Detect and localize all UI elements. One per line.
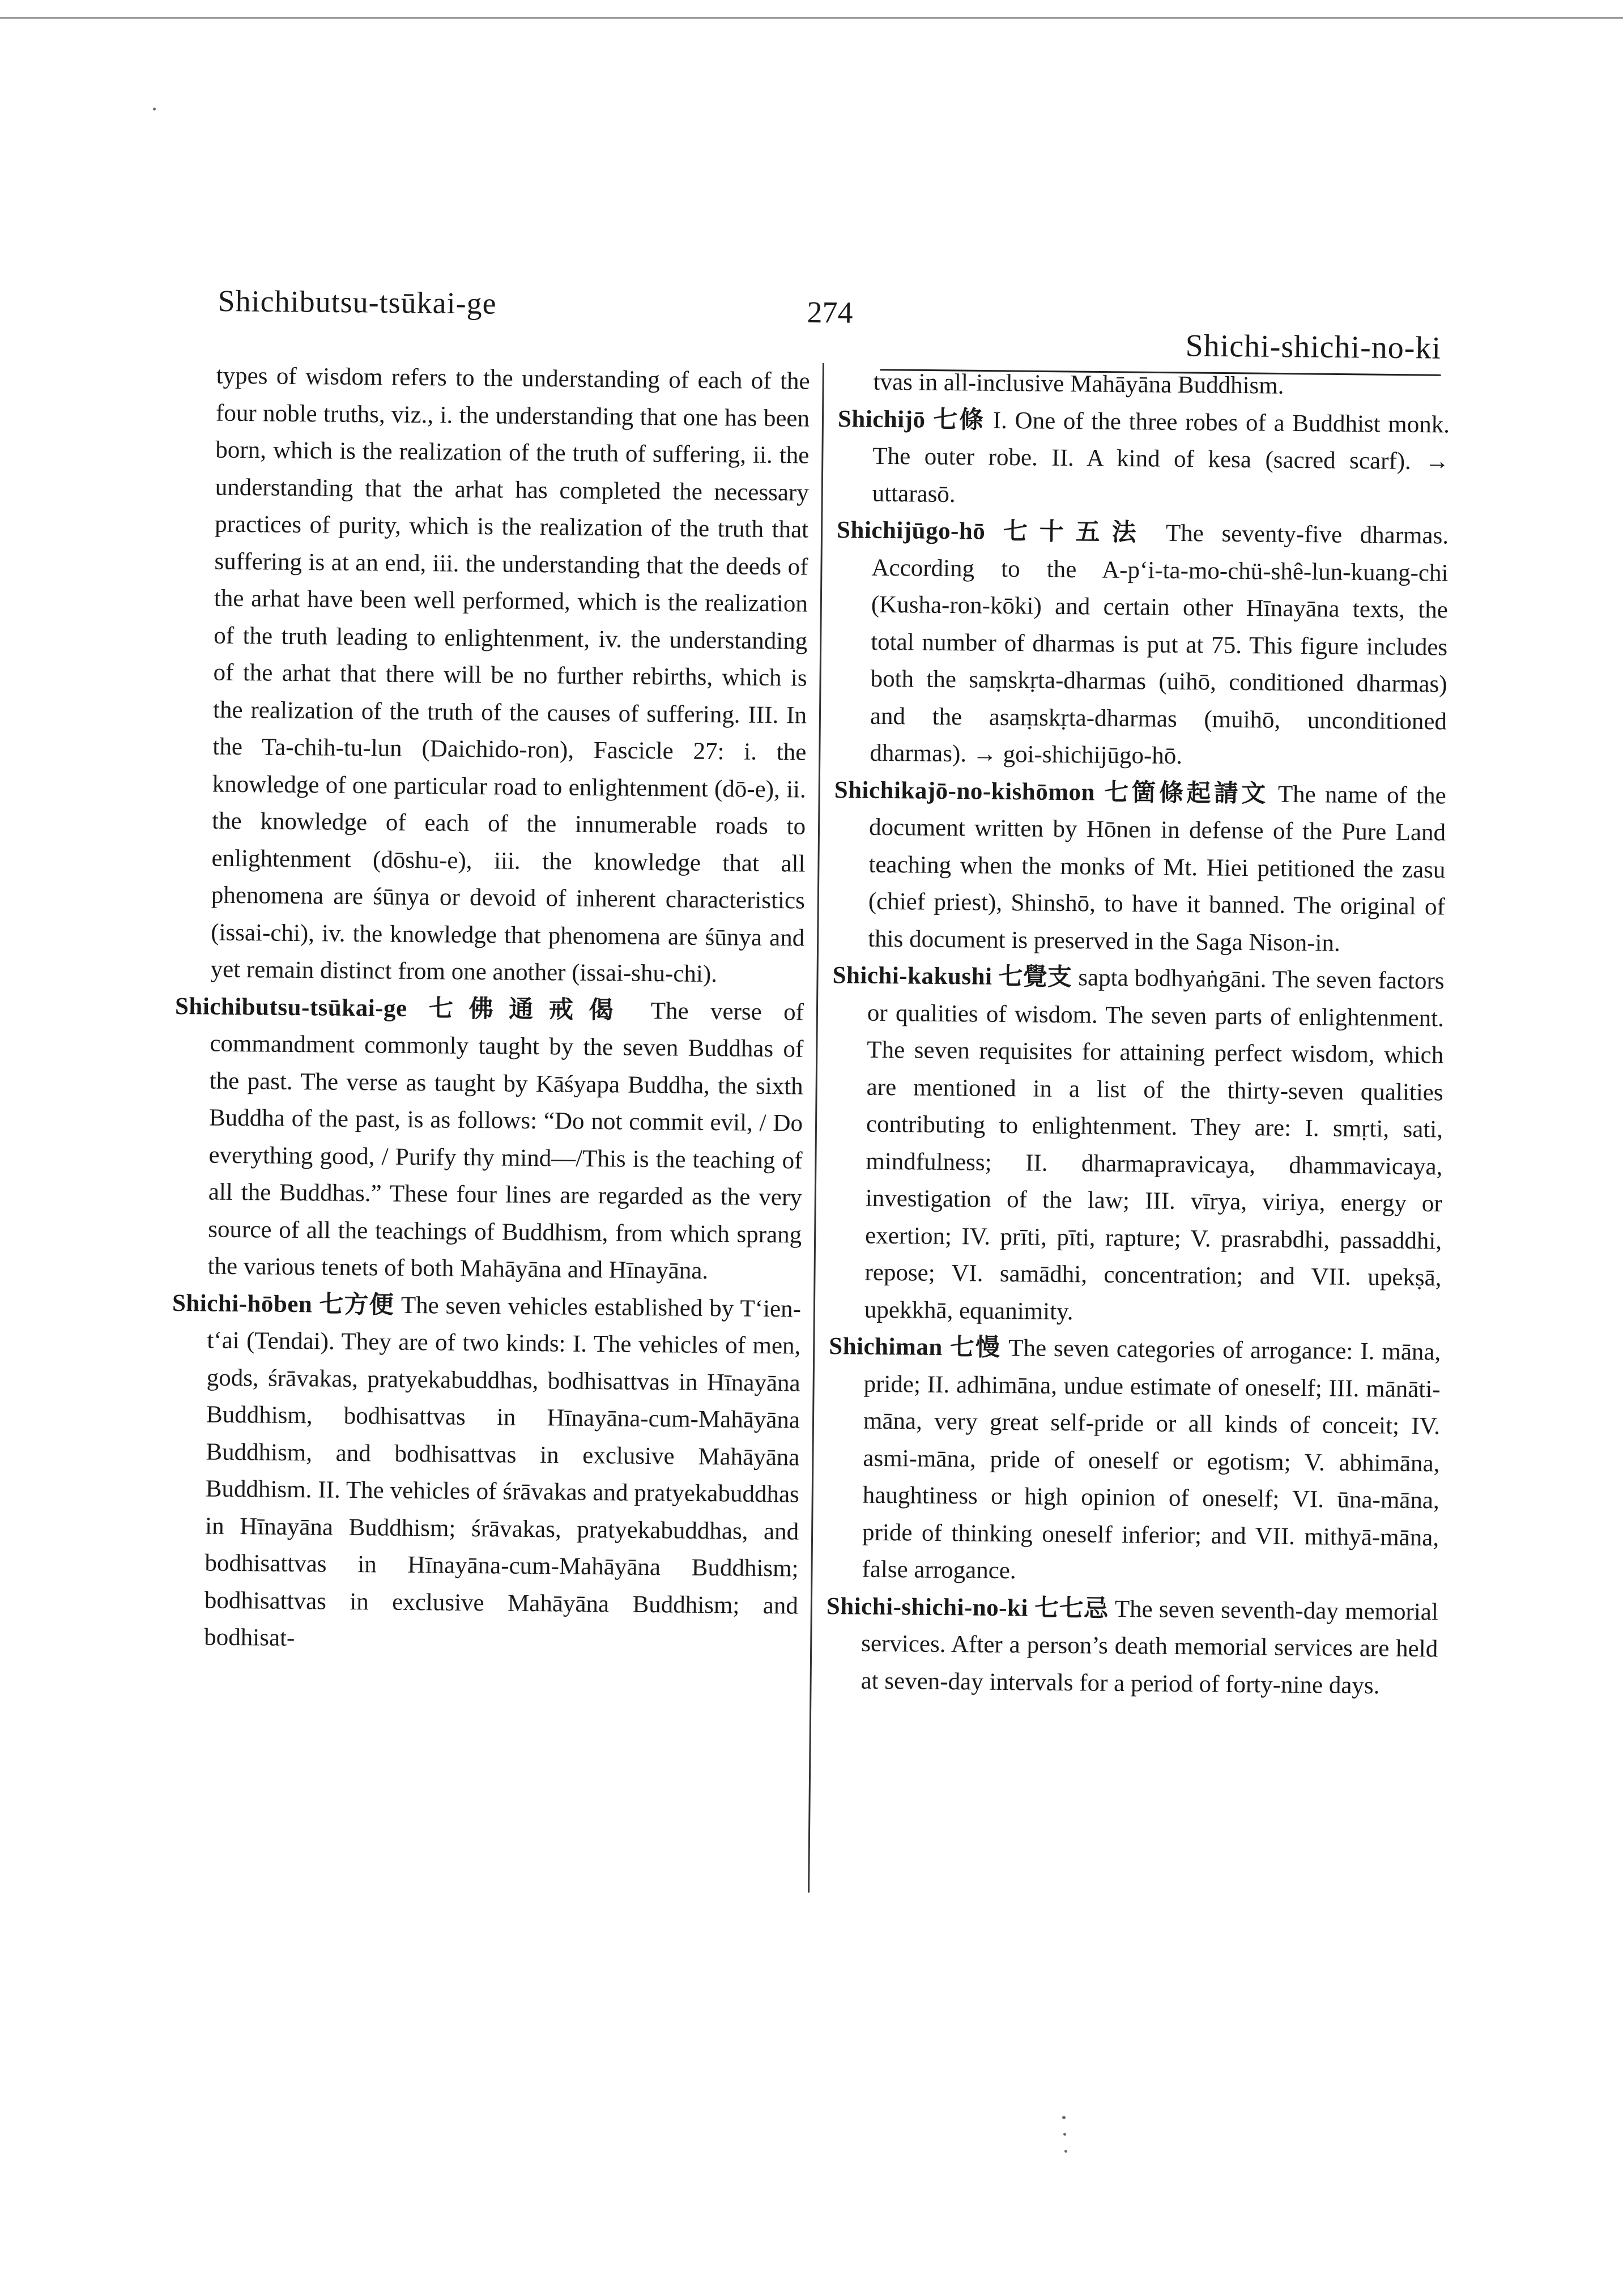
entry-kanji: 七箇條起請文 [1104, 778, 1269, 808]
scan-edge-line [0, 17, 1623, 19]
entry-definition: The seven categories of arrogance: I. māna, pride; II. adhimāna, undue estimate of oneself; III. mānāti-māna, very great self-pride or all kinds of conceit; IV. asmi-māna, pride of oneself or egotism; V. abhimāna, haughtiness or high opinion of oneself; VI. ūna-māna, pride of thinking oneself inferior; and VII. mithyā-māna, false arrogance. [862, 1335, 1441, 1584]
entry-headword: Shichikajō-no-kishōmon [834, 776, 1096, 806]
column-divider [808, 363, 824, 1893]
dictionary-columns [165, 357, 1450, 2012]
entry-definition: The seventy-five dharmas. According to the A-p‘i-ta-mo-chü-shê-lun-kuang-chi (Kusha-ron-kōki) and certain other Hīnayāna texts, the total number of dharmas is put at 75. This figure includes both the saṃskṛta-dharmas (uihō, conditioned dharmas) and the asaṃskṛta-dharmas (muihō, unconditioned dharmas). → goi-shichijūgo-hō. [870, 519, 1449, 769]
entry-kanji: 七方便 [319, 1289, 395, 1319]
entry-definition: The verse of commandment commonly taught by the seven Buddhas of the past. The verse as taught by Kāśyapa Buddha, the sixth Buddha of the past, is as follows: “Do not commit evil, / Do everything good, / Purify thy mind—/This is the teaching of all the Buddhas.” These four lines are regarded as the very source of all the teachings of Buddhism, from which sprang the various tenets of both Mahāyāna and Hīnayāna. [207, 997, 804, 1285]
dictionary-entry [829, 957, 1445, 1334]
dictionary-entry [169, 1284, 801, 1662]
right-running-head: Shichi-shichi-no-ki [1185, 328, 1442, 366]
entry-headword: Shichi-shichi-no-ki [826, 1592, 1029, 1621]
page-number: 274 [807, 295, 853, 330]
entry-definition: I. One of the three robes of a Buddhist monk. The outer robe. II. A kind of kesa (sacred scarf). → uttarasō. [872, 407, 1450, 508]
entry-headword: Shichijūgo-hō [836, 517, 986, 545]
entry-definition: sapta bodhyaṅgāni. The seven factors or qualities of wisdom. The seven parts of enlightenment. The seven requisites for attaining perfect wisdom, which are mentioned in a list of the thirty-seven qualities contributing to enlightenment. They are: I. smṛti, sati, mindfulness; II. dharmapravicaya, dhammavicaya, investigation of the law; III. vīrya, viriya, energy or exertion; IV. prīti, pīti, rapture; V. prasrabdhi, passaddhi, repose; VI. samādhi, concentration; and VII. upekṣā, upekkhā, equanimity. [864, 964, 1445, 1325]
entry-kanji: 七七忌 [1034, 1594, 1109, 1623]
entry-kanji: 七慢 [949, 1333, 1002, 1362]
entry-definition: The name of the document written by Hōnen in defense of the Pure Land teaching when the monks of Mt. Hiei petitioned the zasu (chief priest), Shinshō, to have it banned. The original of this document is preserved in the Saga Nison-in. [867, 781, 1446, 957]
left-column [169, 357, 810, 1662]
left-running-head: Shichibutsu-tsūkai-ge [218, 283, 497, 321]
entry-kanji: 七覺支 [998, 962, 1072, 992]
dictionary-entry [834, 512, 1449, 777]
dictionary-entry [833, 772, 1446, 963]
entry-headword: Shichi-hōben [172, 1289, 313, 1318]
entry-headword: Shichijō [837, 405, 926, 433]
dictionary-entry [172, 987, 804, 1290]
dictionary-entry [837, 401, 1450, 518]
entry-definition: The seven vehicles established by T‘ien-t‘ai (Tendai). They are of two kinds: I. The vehicles of men, gods, śrāvakas, pratyekabuddhas, bodhisattvas in Hīnayāna Buddhism, bodhisattvas in Hīnayāna-cum-Mahāyāna Buddhism, and bodhisattvas in exclusive Mahāyāna Buddhism. II. The vehicles of śrāvakas and pratyekabuddhas in Hīnayāna Buddhism; śrāvakas, pratyekabuddhas, and bodhisattvas in Hīnayāna-cum-Mahāyāna Buddhism; bodhisattvas in exclusive Mahāyāna Buddhism; and bodhisat- [204, 1292, 802, 1652]
entry-kanji: 七佛通戒偈 [428, 994, 629, 1025]
scan-speck [1064, 2150, 1067, 2153]
dictionary-entry [825, 1588, 1438, 1705]
continued-text: types of wisdom refers to the understanding of each of the four noble truths, viz., i. the understanding that one has been born, which is the realization of the truth of suffering, ii. the understanding that the arhat has completed the necessary practices of purity, which is the realization of the truth that suffering is at an end, iii. the understanding that the deeds of the arhat have been well performed, which is the realization of the truth leading to enlightenment, iv. the understanding of the arhat that there will be no further rebirths, which is the realization of the truth of the causes of suffering. III. In the Ta-chih-tu-lun (Daichido-ron), Fascicle 27: i. the knowledge of one particular road to enlightenment (dō-e), ii. the knowledge of each of the innumerable roads to enlightenment (dōshu-e), iii. the knowledge that all phenomena are śūnya or devoid of inherent characteristics (issai-chi), iv. the knowledge that phenomena are śūnya and yet remain distinct from one another (issai-shu-chi). [210, 362, 810, 988]
scan-speck [153, 108, 156, 110]
entry-headword: Shichibutsu-tsūkai-ge [174, 992, 407, 1022]
running-header [218, 283, 1442, 369]
entry-headword: Shichi-kakushi [832, 962, 992, 990]
entry-kanji: 七十五法 [1003, 517, 1148, 547]
entry-headword: Shichiman [829, 1333, 943, 1361]
dictionary-entry [827, 1328, 1441, 1594]
entry-kanji: 七條 [932, 405, 986, 435]
scan-speck [1063, 2133, 1066, 2136]
continued-text: tvas in all-inclusive Mahāyāna Buddhism. [873, 368, 1284, 399]
right-column [825, 363, 1450, 1705]
scan-speck [1062, 2116, 1066, 2119]
entry-definition: The seven seventh-day memorial services. After a person’s death memorial services are held at seven-day intervals for a period of forty-nine days. [861, 1595, 1439, 1699]
